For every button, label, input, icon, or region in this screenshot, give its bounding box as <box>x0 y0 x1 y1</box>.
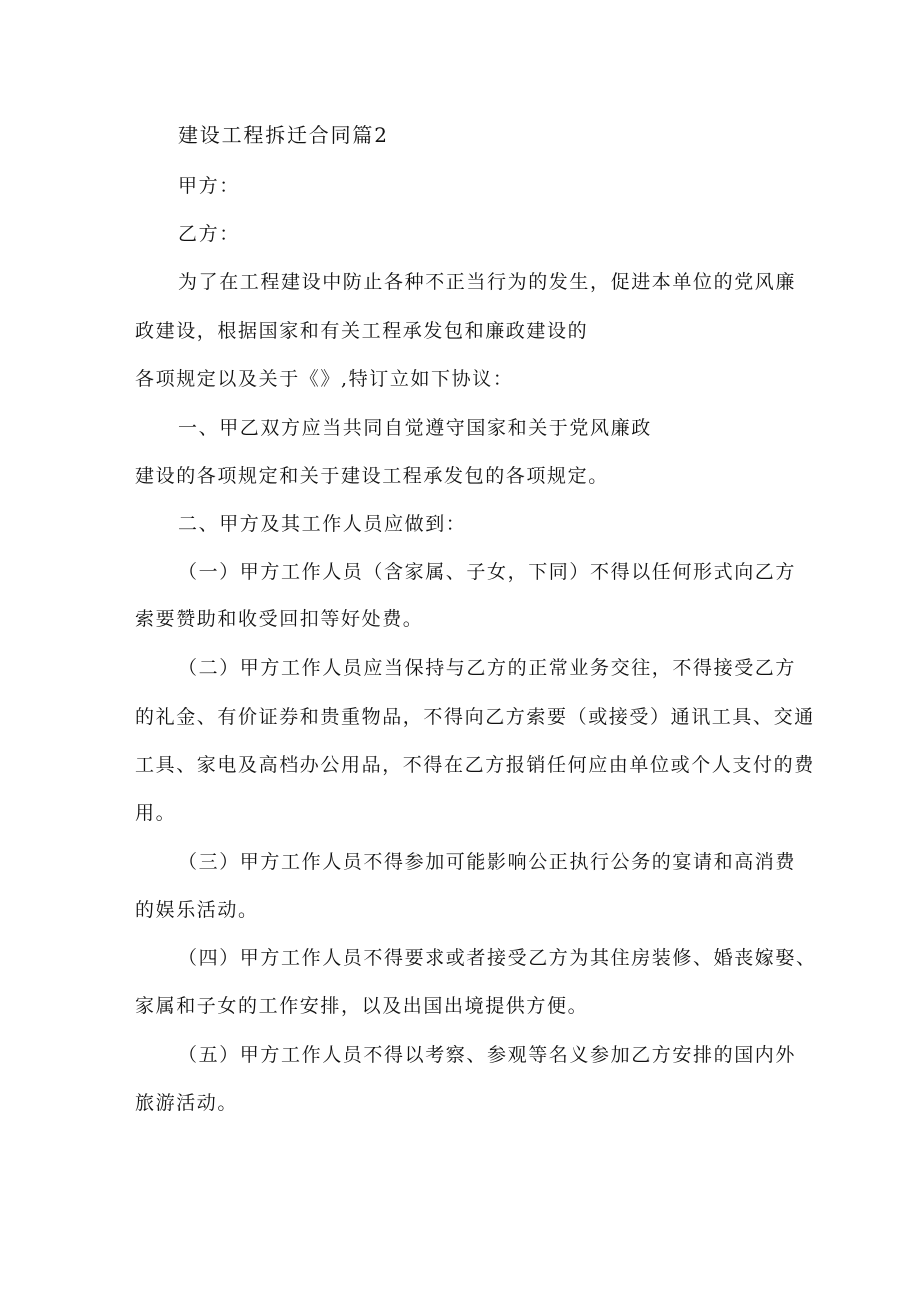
item-3-line: 的娱乐活动。 <box>135 899 259 921</box>
item-2-line: 用。 <box>135 802 177 824</box>
item-2-line: （二）甲方工作人员应当保持与乙方的正常业务交往，不得接受乙方 <box>178 657 797 679</box>
item-1-line: 索要赞助和收受回扣等好处费。 <box>135 608 424 630</box>
clause-1-line: 建设的各项规定和关于建设工程承发包的各项规定。 <box>135 465 609 487</box>
party-b-label: 乙方： <box>178 223 240 245</box>
intro-line: 各项规定以及关于《》,特订立如下协议： <box>135 368 514 390</box>
clause-1-line: 一、甲乙双方应当共同自觉遵守国家和关于党风廉政 <box>178 417 652 439</box>
item-2-line: 工具、家电及高档办公用品，不得在乙方报销任何应由单位或个人支付的费 <box>135 754 815 776</box>
item-2-line: 的礼金、有价证券和贵重物品，不得向乙方索要（或接受）通讯工具、交通 <box>135 706 815 728</box>
item-4-line: 家属和子女的工作安排，以及出国出境提供方便。 <box>135 995 589 1017</box>
item-1-line: （一）甲方工作人员（含家属、子女，下同）不得以任何形式向乙方 <box>178 561 797 583</box>
intro-line: 政建设，根据国家和有关工程承发包和廉政建设的 <box>135 320 589 342</box>
item-3-line: （三）甲方工作人员不得参加可能影响公正执行公务的宴请和高消费 <box>178 851 797 873</box>
party-a-label: 甲方： <box>178 175 240 197</box>
intro-line: 为了在工程建设中防止各种不正当行为的发生，促进本单位的党风廉 <box>178 271 797 293</box>
item-5-line: 旅游活动。 <box>135 1092 239 1114</box>
item-4-line: （四）甲方工作人员不得要求或者接受乙方为其住房装修、婚丧嫁娶、 <box>178 947 817 969</box>
clause-2-heading: 二、甲方及其工作人员应做到： <box>178 513 467 535</box>
document-title: 建设工程拆迁合同篇2 <box>178 123 389 147</box>
item-5-line: （五）甲方工作人员不得以考察、参观等名义参加乙方安排的国内外 <box>178 1044 797 1066</box>
